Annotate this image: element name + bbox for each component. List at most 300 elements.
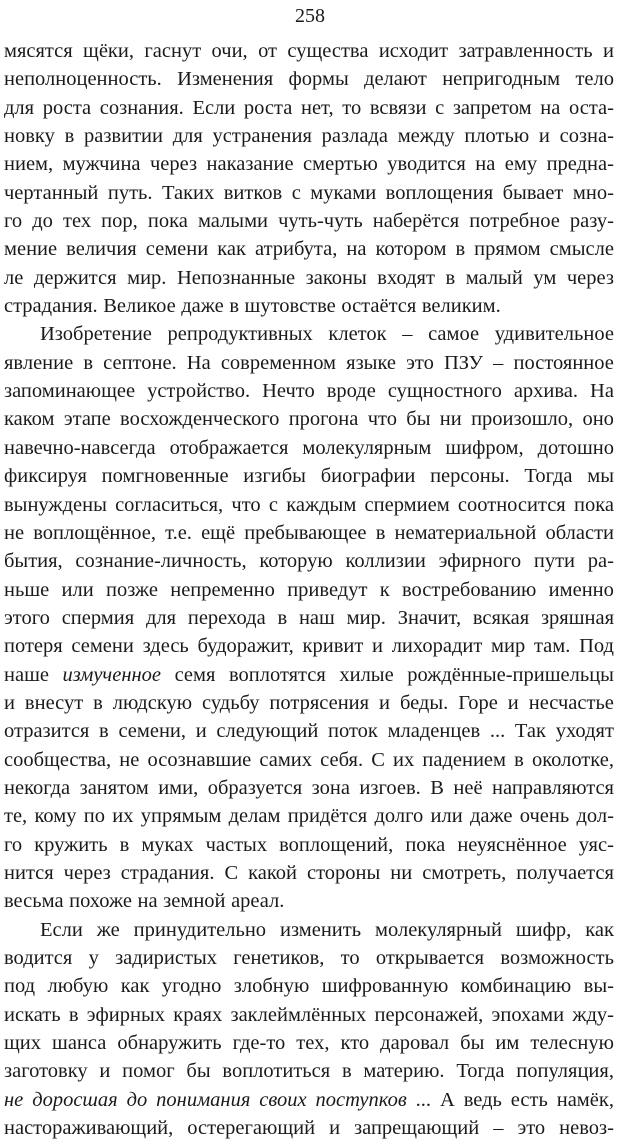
word: оста- bbox=[568, 96, 614, 119]
word: семени, bbox=[118, 720, 187, 743]
word: не bbox=[4, 521, 25, 544]
word: Непознанные bbox=[176, 266, 296, 289]
word: потрясения bbox=[269, 691, 370, 714]
word: семени bbox=[71, 635, 134, 658]
word: фиксируя bbox=[4, 465, 87, 488]
word: – bbox=[493, 1117, 504, 1140]
word: ньше bbox=[4, 578, 50, 601]
text-line bbox=[4, 661, 614, 689]
word: в bbox=[93, 691, 103, 714]
word: С bbox=[371, 748, 385, 771]
word: шифрованную bbox=[321, 975, 449, 998]
word: то bbox=[342, 96, 362, 119]
word: пока bbox=[573, 493, 614, 516]
word: бы bbox=[460, 1032, 485, 1055]
word: воплощений, bbox=[279, 833, 394, 856]
word: септоне. bbox=[103, 351, 177, 374]
word: что bbox=[231, 493, 261, 516]
word: стороны bbox=[306, 861, 381, 884]
word: Нечто bbox=[262, 380, 315, 403]
word: – bbox=[402, 323, 413, 346]
word: смотреть, bbox=[422, 861, 507, 884]
word: оно bbox=[582, 408, 614, 431]
word: го bbox=[4, 833, 23, 856]
word: земной bbox=[163, 890, 226, 913]
word: материю. bbox=[363, 1060, 445, 1083]
word: страдания. bbox=[4, 295, 98, 318]
word: по bbox=[83, 805, 105, 828]
word: угодно bbox=[161, 975, 222, 998]
word: для bbox=[4, 96, 35, 119]
word: и bbox=[538, 125, 550, 148]
word: семя bbox=[174, 663, 216, 686]
word: в bbox=[455, 238, 466, 261]
word: молекулярный bbox=[375, 918, 502, 941]
word: делают bbox=[364, 68, 427, 91]
word: упрямым bbox=[140, 805, 222, 828]
italic-word: понимания bbox=[156, 1088, 251, 1111]
word: перехода bbox=[187, 606, 266, 629]
word: страдания. bbox=[120, 861, 215, 884]
word: мир bbox=[491, 635, 526, 658]
word: бы bbox=[186, 1060, 211, 1083]
text-line bbox=[4, 150, 614, 178]
text-line bbox=[4, 831, 614, 859]
word: в bbox=[229, 295, 239, 318]
word: прогона bbox=[288, 408, 359, 431]
word: людскую bbox=[112, 691, 193, 714]
word: сущностного bbox=[387, 380, 502, 403]
word: между bbox=[397, 125, 455, 148]
italic-word: до bbox=[126, 1088, 148, 1111]
word: частых bbox=[205, 833, 268, 856]
word: неполноценность. bbox=[4, 68, 162, 91]
word: клеток bbox=[328, 323, 387, 346]
word: гаснут bbox=[144, 40, 202, 62]
word: изгибы bbox=[243, 465, 306, 488]
word: в bbox=[375, 521, 386, 544]
word: водится bbox=[4, 947, 73, 969]
word: В bbox=[430, 776, 444, 799]
word: уяс- bbox=[578, 833, 614, 856]
word: произошло, bbox=[471, 408, 574, 431]
body-text bbox=[4, 37, 614, 1142]
word: это bbox=[517, 1117, 546, 1140]
word: ведь bbox=[463, 1088, 502, 1111]
word: для bbox=[172, 125, 203, 148]
word: открывается bbox=[375, 947, 485, 969]
word: направляются bbox=[492, 776, 614, 799]
word: и bbox=[507, 691, 519, 714]
word: там. bbox=[533, 635, 571, 658]
word: лихорадит bbox=[391, 635, 483, 658]
word: бытия, bbox=[4, 550, 63, 573]
word: плотью bbox=[464, 125, 530, 148]
word: неё bbox=[453, 776, 483, 799]
word: получается bbox=[516, 861, 614, 884]
text-line bbox=[4, 377, 614, 405]
word: устранения bbox=[212, 125, 312, 148]
text-line bbox=[4, 349, 614, 377]
word: ум bbox=[533, 266, 557, 289]
word: всвязи bbox=[369, 96, 427, 119]
word: смысле bbox=[549, 238, 614, 261]
word: мы bbox=[587, 465, 614, 488]
word: воплотиться bbox=[222, 1060, 331, 1083]
word: рождённые-пришельцы bbox=[407, 663, 614, 686]
word: с bbox=[268, 493, 278, 516]
word: кружить bbox=[34, 833, 108, 856]
word: тело bbox=[575, 68, 614, 91]
text-line bbox=[4, 292, 614, 320]
text-line bbox=[4, 37, 614, 65]
word: злобную bbox=[233, 975, 310, 998]
word: занятом bbox=[79, 776, 149, 799]
word: явление bbox=[4, 351, 74, 374]
word: зряшная bbox=[540, 606, 614, 629]
word: эфирного bbox=[438, 550, 522, 573]
word: до bbox=[32, 210, 53, 233]
text-line bbox=[4, 207, 614, 235]
word: изменить bbox=[279, 918, 362, 941]
word: эпохами bbox=[491, 1003, 565, 1026]
word: шутовстве bbox=[244, 295, 336, 318]
word: краях bbox=[173, 1003, 223, 1026]
italic-word: своих bbox=[259, 1088, 307, 1111]
word: уходят bbox=[555, 720, 614, 743]
text-line bbox=[4, 462, 614, 490]
word: у bbox=[88, 947, 99, 969]
word: и bbox=[329, 1117, 341, 1140]
word: формы bbox=[288, 68, 349, 91]
word: как bbox=[585, 918, 614, 941]
word: их bbox=[112, 805, 134, 828]
word: персонажей, bbox=[374, 1003, 484, 1026]
word: несчастье bbox=[528, 691, 614, 714]
word: ле bbox=[4, 266, 24, 289]
word: навечно-навсегда bbox=[4, 436, 156, 459]
text-line bbox=[4, 1114, 614, 1142]
word: витков bbox=[223, 181, 283, 204]
word: законы bbox=[305, 266, 367, 289]
word: На bbox=[590, 380, 614, 403]
word: в bbox=[83, 351, 94, 374]
word: принудительно bbox=[133, 918, 267, 941]
word: возможность bbox=[500, 947, 614, 969]
word: заготовку bbox=[4, 1060, 88, 1083]
word: С bbox=[224, 861, 239, 884]
word: кто bbox=[340, 1032, 370, 1055]
word: Великое bbox=[103, 295, 176, 318]
word: Если bbox=[40, 918, 83, 941]
word: в bbox=[64, 125, 75, 148]
text-line bbox=[4, 1086, 614, 1114]
word: воплотятся bbox=[228, 663, 326, 686]
word: делам bbox=[228, 805, 281, 828]
word: пути bbox=[533, 550, 576, 573]
word: прямом bbox=[474, 238, 541, 261]
word: чертанный bbox=[4, 181, 99, 204]
word: биографии bbox=[320, 465, 416, 488]
word: судьбу bbox=[202, 691, 260, 714]
word: мение bbox=[4, 238, 58, 261]
word: щёки, bbox=[83, 40, 134, 62]
word: через bbox=[566, 266, 614, 289]
word: отразится bbox=[4, 720, 90, 743]
text-line bbox=[4, 916, 614, 944]
word: намёк, bbox=[556, 1088, 614, 1111]
word: весьма bbox=[4, 890, 64, 913]
word: уводится bbox=[387, 153, 466, 176]
word: остерегающий bbox=[187, 1117, 316, 1140]
word: и bbox=[602, 40, 614, 62]
word: падением bbox=[422, 748, 507, 771]
word: языке bbox=[346, 351, 397, 374]
word: удивительное bbox=[494, 323, 614, 346]
italic-word: доросшая bbox=[32, 1088, 118, 1111]
word: похоже bbox=[69, 890, 133, 913]
word: наказание bbox=[206, 153, 294, 176]
word: кому bbox=[34, 805, 77, 828]
word: именно bbox=[548, 578, 614, 601]
word: ему bbox=[504, 153, 538, 176]
word: внесут bbox=[24, 691, 84, 714]
word: на bbox=[346, 238, 367, 261]
word: восхожденческого bbox=[120, 408, 280, 431]
word: и bbox=[4, 691, 15, 714]
word: отображается bbox=[169, 436, 289, 459]
word: запрещающий bbox=[354, 1117, 480, 1140]
word: не bbox=[119, 748, 140, 771]
word: дол- bbox=[576, 805, 614, 828]
text-line bbox=[4, 576, 614, 604]
word: Горе bbox=[458, 691, 498, 714]
page-number: 258 bbox=[295, 5, 325, 27]
word: наше bbox=[4, 663, 49, 686]
word: в bbox=[68, 1003, 79, 1026]
word: себя. bbox=[320, 748, 364, 771]
word: околотке, bbox=[531, 748, 614, 771]
word: через bbox=[63, 861, 111, 884]
word: очи, bbox=[211, 40, 248, 62]
word: любую bbox=[47, 975, 109, 998]
word: даровал bbox=[380, 1032, 450, 1055]
word: комбинацию bbox=[460, 975, 572, 998]
word: ещё bbox=[201, 521, 236, 544]
text-line bbox=[4, 859, 614, 887]
italic-word: поступков bbox=[315, 1088, 407, 1111]
word: запретом bbox=[452, 96, 532, 119]
word: в bbox=[445, 266, 456, 289]
word: А bbox=[439, 1088, 455, 1111]
word: долго bbox=[374, 805, 424, 828]
word: Значит, bbox=[397, 606, 462, 629]
word: для bbox=[145, 606, 177, 629]
word: муках bbox=[141, 833, 194, 856]
word: есть bbox=[510, 1088, 548, 1111]
word: зона bbox=[311, 776, 350, 799]
word: в bbox=[341, 1060, 352, 1083]
word: вроде bbox=[326, 380, 376, 403]
word: Тогда bbox=[456, 1060, 505, 1083]
word: роста bbox=[42, 96, 92, 119]
text-line bbox=[4, 632, 614, 660]
word: задиристых bbox=[115, 947, 217, 969]
word: или bbox=[61, 578, 94, 601]
word: ... bbox=[415, 1088, 432, 1111]
word: ... bbox=[489, 720, 506, 743]
word: сознания. bbox=[99, 96, 184, 119]
word: изгоев. bbox=[359, 776, 421, 799]
word: великим. bbox=[421, 295, 501, 318]
word: бывает bbox=[502, 181, 564, 204]
word: входят bbox=[377, 266, 435, 289]
word: устройство. bbox=[147, 380, 251, 403]
word: потребное bbox=[469, 210, 560, 233]
word: персоны. bbox=[430, 465, 510, 488]
word: семени bbox=[145, 238, 209, 261]
word: где-то bbox=[232, 1032, 286, 1055]
word: некогда bbox=[4, 776, 71, 799]
word: поток bbox=[328, 720, 378, 743]
word: это bbox=[406, 351, 434, 374]
word: и bbox=[379, 691, 390, 714]
word: беды. bbox=[399, 691, 449, 714]
text-line bbox=[4, 689, 614, 717]
word: жду- bbox=[572, 1003, 614, 1026]
word: Если bbox=[192, 96, 236, 119]
text-line bbox=[4, 1057, 614, 1085]
text-line bbox=[4, 1001, 614, 1029]
word: каком bbox=[4, 408, 55, 431]
text-line bbox=[4, 491, 614, 519]
word: Изобретение bbox=[40, 323, 152, 346]
word: области bbox=[545, 521, 614, 544]
word: разу- bbox=[569, 210, 614, 233]
text-line bbox=[4, 604, 614, 632]
word: в bbox=[514, 748, 524, 771]
word: заклеймлённых bbox=[230, 1003, 367, 1026]
word: наберётся bbox=[372, 210, 460, 233]
word: мир. bbox=[127, 266, 167, 289]
text-line bbox=[4, 94, 614, 122]
word: в bbox=[99, 720, 109, 743]
word: сознание-личность, bbox=[75, 550, 247, 573]
word: т.е. bbox=[165, 521, 192, 544]
word: го bbox=[4, 210, 23, 233]
word: в bbox=[119, 833, 130, 856]
word: же bbox=[96, 918, 120, 941]
word: шифром, bbox=[445, 436, 524, 459]
text-line bbox=[4, 405, 614, 433]
word: будоражит, bbox=[197, 635, 294, 658]
word: очень bbox=[519, 805, 570, 828]
word: на bbox=[540, 96, 561, 119]
word: обнаружить bbox=[117, 1032, 222, 1055]
word: чуть-чуть bbox=[278, 210, 363, 233]
word: Таких bbox=[161, 181, 215, 204]
word: пока bbox=[405, 833, 446, 856]
word: от bbox=[258, 40, 278, 62]
word: востребованию bbox=[401, 578, 537, 601]
word: помог bbox=[122, 1060, 175, 1083]
word: шифр, bbox=[515, 918, 572, 941]
word: ПЗУ bbox=[443, 351, 484, 374]
word: предна- bbox=[546, 153, 614, 176]
text-line bbox=[4, 179, 614, 207]
word: вы- bbox=[583, 975, 614, 998]
word: постоянное bbox=[513, 351, 614, 374]
word: потеря bbox=[4, 635, 63, 658]
text-line bbox=[4, 320, 614, 348]
word: с bbox=[435, 96, 445, 119]
word: придётся bbox=[287, 805, 368, 828]
word: этого bbox=[4, 606, 50, 629]
word: им bbox=[495, 1032, 520, 1055]
word: как bbox=[217, 238, 246, 261]
word: муками bbox=[310, 181, 377, 204]
word: следующий bbox=[216, 720, 319, 743]
word: ареал. bbox=[231, 890, 285, 913]
word: ни bbox=[439, 408, 462, 431]
word: наш bbox=[298, 606, 335, 629]
word: помгновенные bbox=[101, 465, 229, 488]
word: эфирных bbox=[86, 1003, 165, 1026]
word: Изменения bbox=[177, 68, 274, 91]
word: генетиков, bbox=[233, 947, 325, 969]
italic-word: измученное bbox=[62, 663, 162, 686]
text-line bbox=[4, 1029, 614, 1057]
word: мир. bbox=[346, 606, 386, 629]
word: запоминающее bbox=[4, 380, 136, 403]
word: Так bbox=[514, 720, 546, 743]
word: величия bbox=[66, 238, 137, 261]
word: всякая bbox=[472, 606, 530, 629]
italic-word: не bbox=[4, 1088, 24, 1111]
word: существа bbox=[287, 40, 369, 62]
word: щих bbox=[4, 1032, 42, 1055]
word: на bbox=[475, 153, 496, 176]
word: нет, bbox=[300, 96, 334, 119]
word: воплощённое, bbox=[33, 521, 157, 544]
word: ни bbox=[390, 861, 413, 884]
word: тех bbox=[63, 210, 92, 233]
word: смертью bbox=[303, 153, 378, 176]
word: Тогда bbox=[524, 465, 573, 488]
word: самое bbox=[428, 323, 480, 346]
word: На bbox=[186, 351, 211, 374]
text-line bbox=[4, 972, 614, 1000]
word: здесь bbox=[142, 635, 189, 658]
word: непригодным bbox=[442, 68, 561, 91]
word: молекулярным bbox=[302, 436, 432, 459]
word: бы bbox=[406, 408, 431, 431]
word: созна- bbox=[559, 125, 614, 148]
word: которую bbox=[259, 550, 333, 573]
word: остаётся bbox=[341, 295, 417, 318]
word: под bbox=[4, 975, 36, 998]
text-line bbox=[4, 802, 614, 830]
text-line bbox=[4, 547, 614, 575]
word: ра- bbox=[587, 550, 614, 573]
text-line bbox=[4, 122, 614, 150]
word: дотошно bbox=[537, 436, 614, 459]
word: мужчина bbox=[62, 153, 141, 176]
word: роста bbox=[243, 96, 293, 119]
word: с bbox=[291, 181, 301, 204]
word: приведут bbox=[287, 578, 368, 601]
word: спермием bbox=[364, 493, 450, 516]
